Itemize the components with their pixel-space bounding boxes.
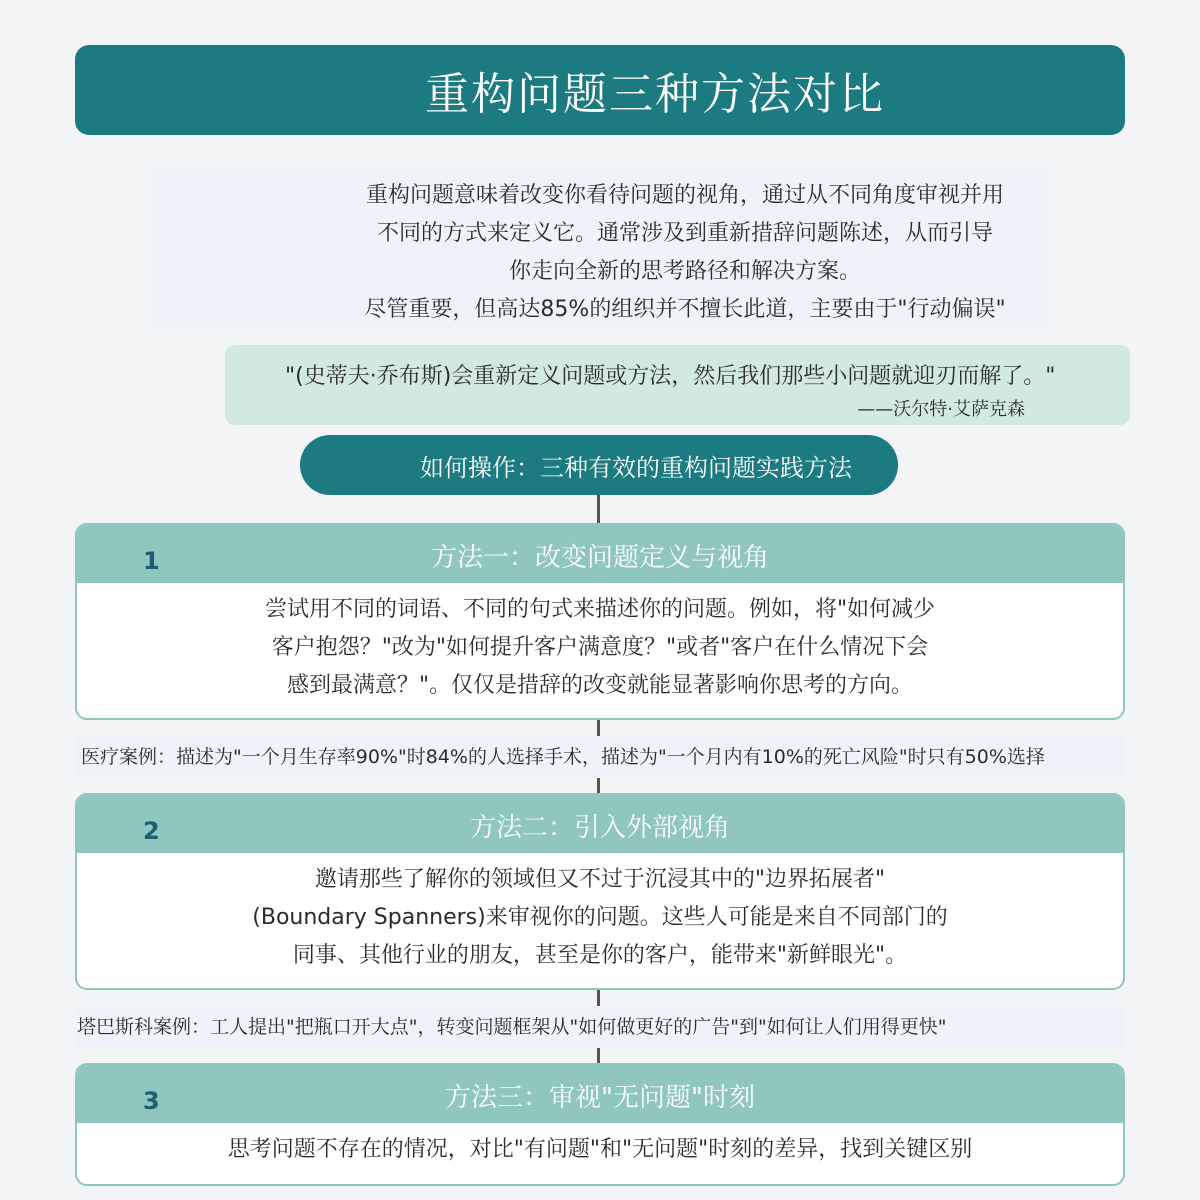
quote-box [225,345,1130,425]
intro-line: 不同的方式来定义它。通常涉及到重新措辞问题陈述，从而引导 [376,221,993,246]
title-banner [75,45,1125,135]
intro-line: 尽管重要，但高达85%的组织并不擅长此道，主要由于"行动偏误" [364,297,1006,322]
intro-line: 重构问题意味着改变你看待问题的视角，通过从不同角度审视并用 [365,183,1004,208]
method-body [77,583,1123,705]
method-header [77,525,1123,583]
method-title: 方法三：审视"无问题"时刻 [445,1083,755,1113]
method-body-line: 邀请那些了解你的领域但又不过于沉浸其中的"边界拓展者" [314,867,886,892]
case-box-medical [75,736,1125,778]
method-body-line: 感到最满意？"。仅仅是措辞的改变就能显著影响你思考的方向。 [286,673,914,698]
method-body-line: 尝试用不同的词语、不同的句式来描述你的问题。例如，将"如何减少 [264,597,936,622]
how-to-heading-text: 如何操作：三种有效的重构问题实践方法 [420,454,852,482]
method-number: 3 [143,1087,160,1115]
intro-line: 你走向全新的思考路径和解决方案。 [508,259,861,284]
case-text: 塔巴斯科案例：工人提出"把瓶口开大点"，转变问题框架从"如何做更好的广告"到"如何让人们用得更快" [77,1016,947,1038]
method-body-line: (Boundary Spanners)来审视你的问题。这些人可能是来自不同部门的 [252,905,948,930]
intro-box [150,165,1050,330]
method-body [77,1123,1123,1169]
method-body-line: 同事、其他行业的朋友，甚至是你的客户，能带来"新鲜眼光"。 [292,943,908,968]
method-body-line: 思考问题不存在的情况，对比"有问题"和"无问题"时刻的差异，找到关键区别 [227,1137,973,1162]
page-title: 重构问题三种方法对比 [425,69,885,120]
method-title: 方法二：引入外部视角 [469,813,730,843]
quote-text: "(史蒂夫·乔布斯)会重新定义问题或方法，然后我们那些小问题就迎刃而解了。" [285,364,1056,389]
method-number: 1 [143,547,160,575]
method-header [77,795,1123,853]
method-header [77,1065,1123,1123]
quote-author: ——沃尔特·艾萨克森 [857,399,1025,420]
how-to-heading [300,435,898,495]
method-card-3 [75,1063,1125,1186]
case-text: 医疗案例：描述为"一个月生存率90%"时84%的人选择手术，描述为"一个月内有10%的死亡风险"时只有50%选择 [81,746,1045,768]
method-body [77,853,1123,975]
method-body-line: 客户抱怨？"改为"如何提升客户满意度？"或者"客户在什么情况下会 [271,635,929,660]
method-card-1 [75,523,1125,720]
method-title: 方法一：改变问题定义与视角 [430,543,769,573]
method-card-2 [75,793,1125,990]
method-number: 2 [143,817,160,845]
case-box-tabasco [75,1006,1125,1048]
